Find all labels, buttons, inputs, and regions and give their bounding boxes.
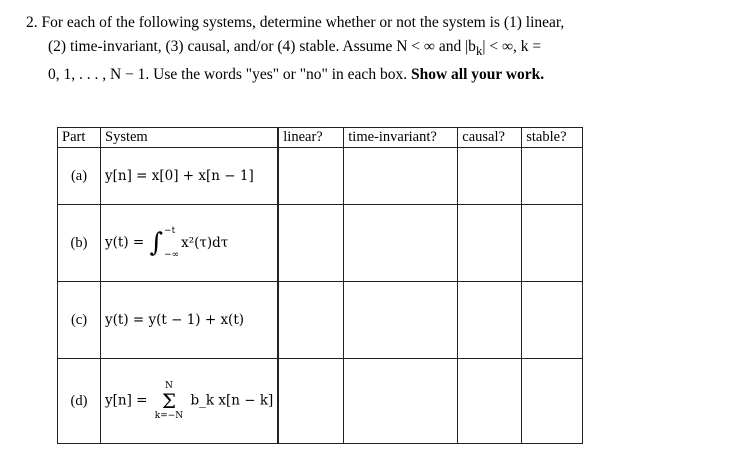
header-time-invariant: time-invariant? — [344, 128, 458, 148]
answer-box-stable[interactable] — [522, 359, 583, 444]
table-row-b — [58, 205, 583, 282]
summation — [155, 381, 183, 421]
integral-sign-icon: ∫ — [149, 228, 164, 258]
equation-prefix: y[n] = — [105, 392, 148, 409]
problem-subscript-k: k — [475, 43, 483, 59]
answer-box-linear[interactable] — [279, 282, 344, 359]
problem-text-line-2: (2) time-invariant, (3) causal, and/or (4) stable. Assume N < ∞ and |b — [48, 38, 476, 55]
answer-box-stable[interactable] — [522, 148, 583, 205]
system-equation-b — [101, 205, 278, 282]
answer-box-stable[interactable] — [522, 282, 583, 359]
table-header-row — [58, 128, 583, 148]
answer-box-causal[interactable] — [458, 205, 522, 282]
part-label: (d) — [58, 359, 101, 444]
answer-box-time-invariant[interactable] — [344, 359, 458, 444]
answer-box-causal[interactable] — [458, 282, 522, 359]
integral-limits — [164, 226, 179, 260]
integrand: x²(τ)dτ — [181, 235, 229, 251]
answer-box-time-invariant[interactable] — [344, 205, 458, 282]
part-label: (b) — [58, 205, 101, 282]
header-stable: stable? — [522, 128, 583, 148]
problem-instruction-bold: Show all your work. — [410, 66, 545, 84]
table-row-d — [58, 359, 583, 444]
header-system: System — [101, 128, 278, 148]
answer-box-time-invariant[interactable] — [344, 148, 458, 205]
sum-upper-limit: N — [165, 381, 173, 391]
problem-line-1 — [26, 11, 726, 35]
system-equation-a: y[n] = x[0] + x[n − 1] — [101, 148, 278, 205]
answer-box-linear[interactable] — [279, 148, 344, 205]
problem-text-line-2-end: | < ∞, k = — [482, 38, 542, 55]
answer-box-stable[interactable] — [522, 205, 583, 282]
integral — [149, 226, 229, 260]
equation-prefix: y(t) = — [105, 234, 145, 251]
system-equation-c: y(t) = y(t − 1) + x(t) — [101, 282, 278, 359]
problem-text-line-3: 0, 1, . . . , N − 1. Use the words "yes" or "no" in each box. — [48, 66, 411, 84]
part-label: (a) — [58, 148, 101, 205]
summand: b_k x[n − k] — [190, 392, 274, 409]
answer-box-time-invariant[interactable] — [344, 282, 458, 359]
problem-statement — [26, 11, 726, 87]
system-equation-d — [101, 359, 278, 444]
header-causal: causal? — [458, 128, 522, 148]
sum-lower-limit: k=−N — [154, 411, 184, 421]
systems-table — [57, 127, 583, 444]
problem-line-3 — [26, 63, 726, 87]
header-part: Part — [58, 128, 101, 148]
integral-upper-limit: −t — [164, 226, 176, 236]
part-label: (c) — [58, 282, 101, 359]
answer-box-causal[interactable] — [458, 148, 522, 205]
header-linear: linear? — [279, 128, 344, 148]
problem-number: 2. — [26, 14, 38, 31]
problem-text-line-1: For each of the following systems, determine whether or not the system is (1) linear, — [41, 14, 565, 31]
integral-lower-limit: −∞ — [164, 250, 180, 260]
answer-box-linear[interactable] — [279, 359, 344, 444]
sigma-icon: Σ — [161, 389, 177, 413]
answer-box-linear[interactable] — [279, 205, 344, 282]
table-row-c — [58, 282, 583, 359]
problem-line-2 — [26, 35, 726, 63]
table-row-a — [58, 148, 583, 205]
answer-box-causal[interactable] — [458, 359, 522, 444]
